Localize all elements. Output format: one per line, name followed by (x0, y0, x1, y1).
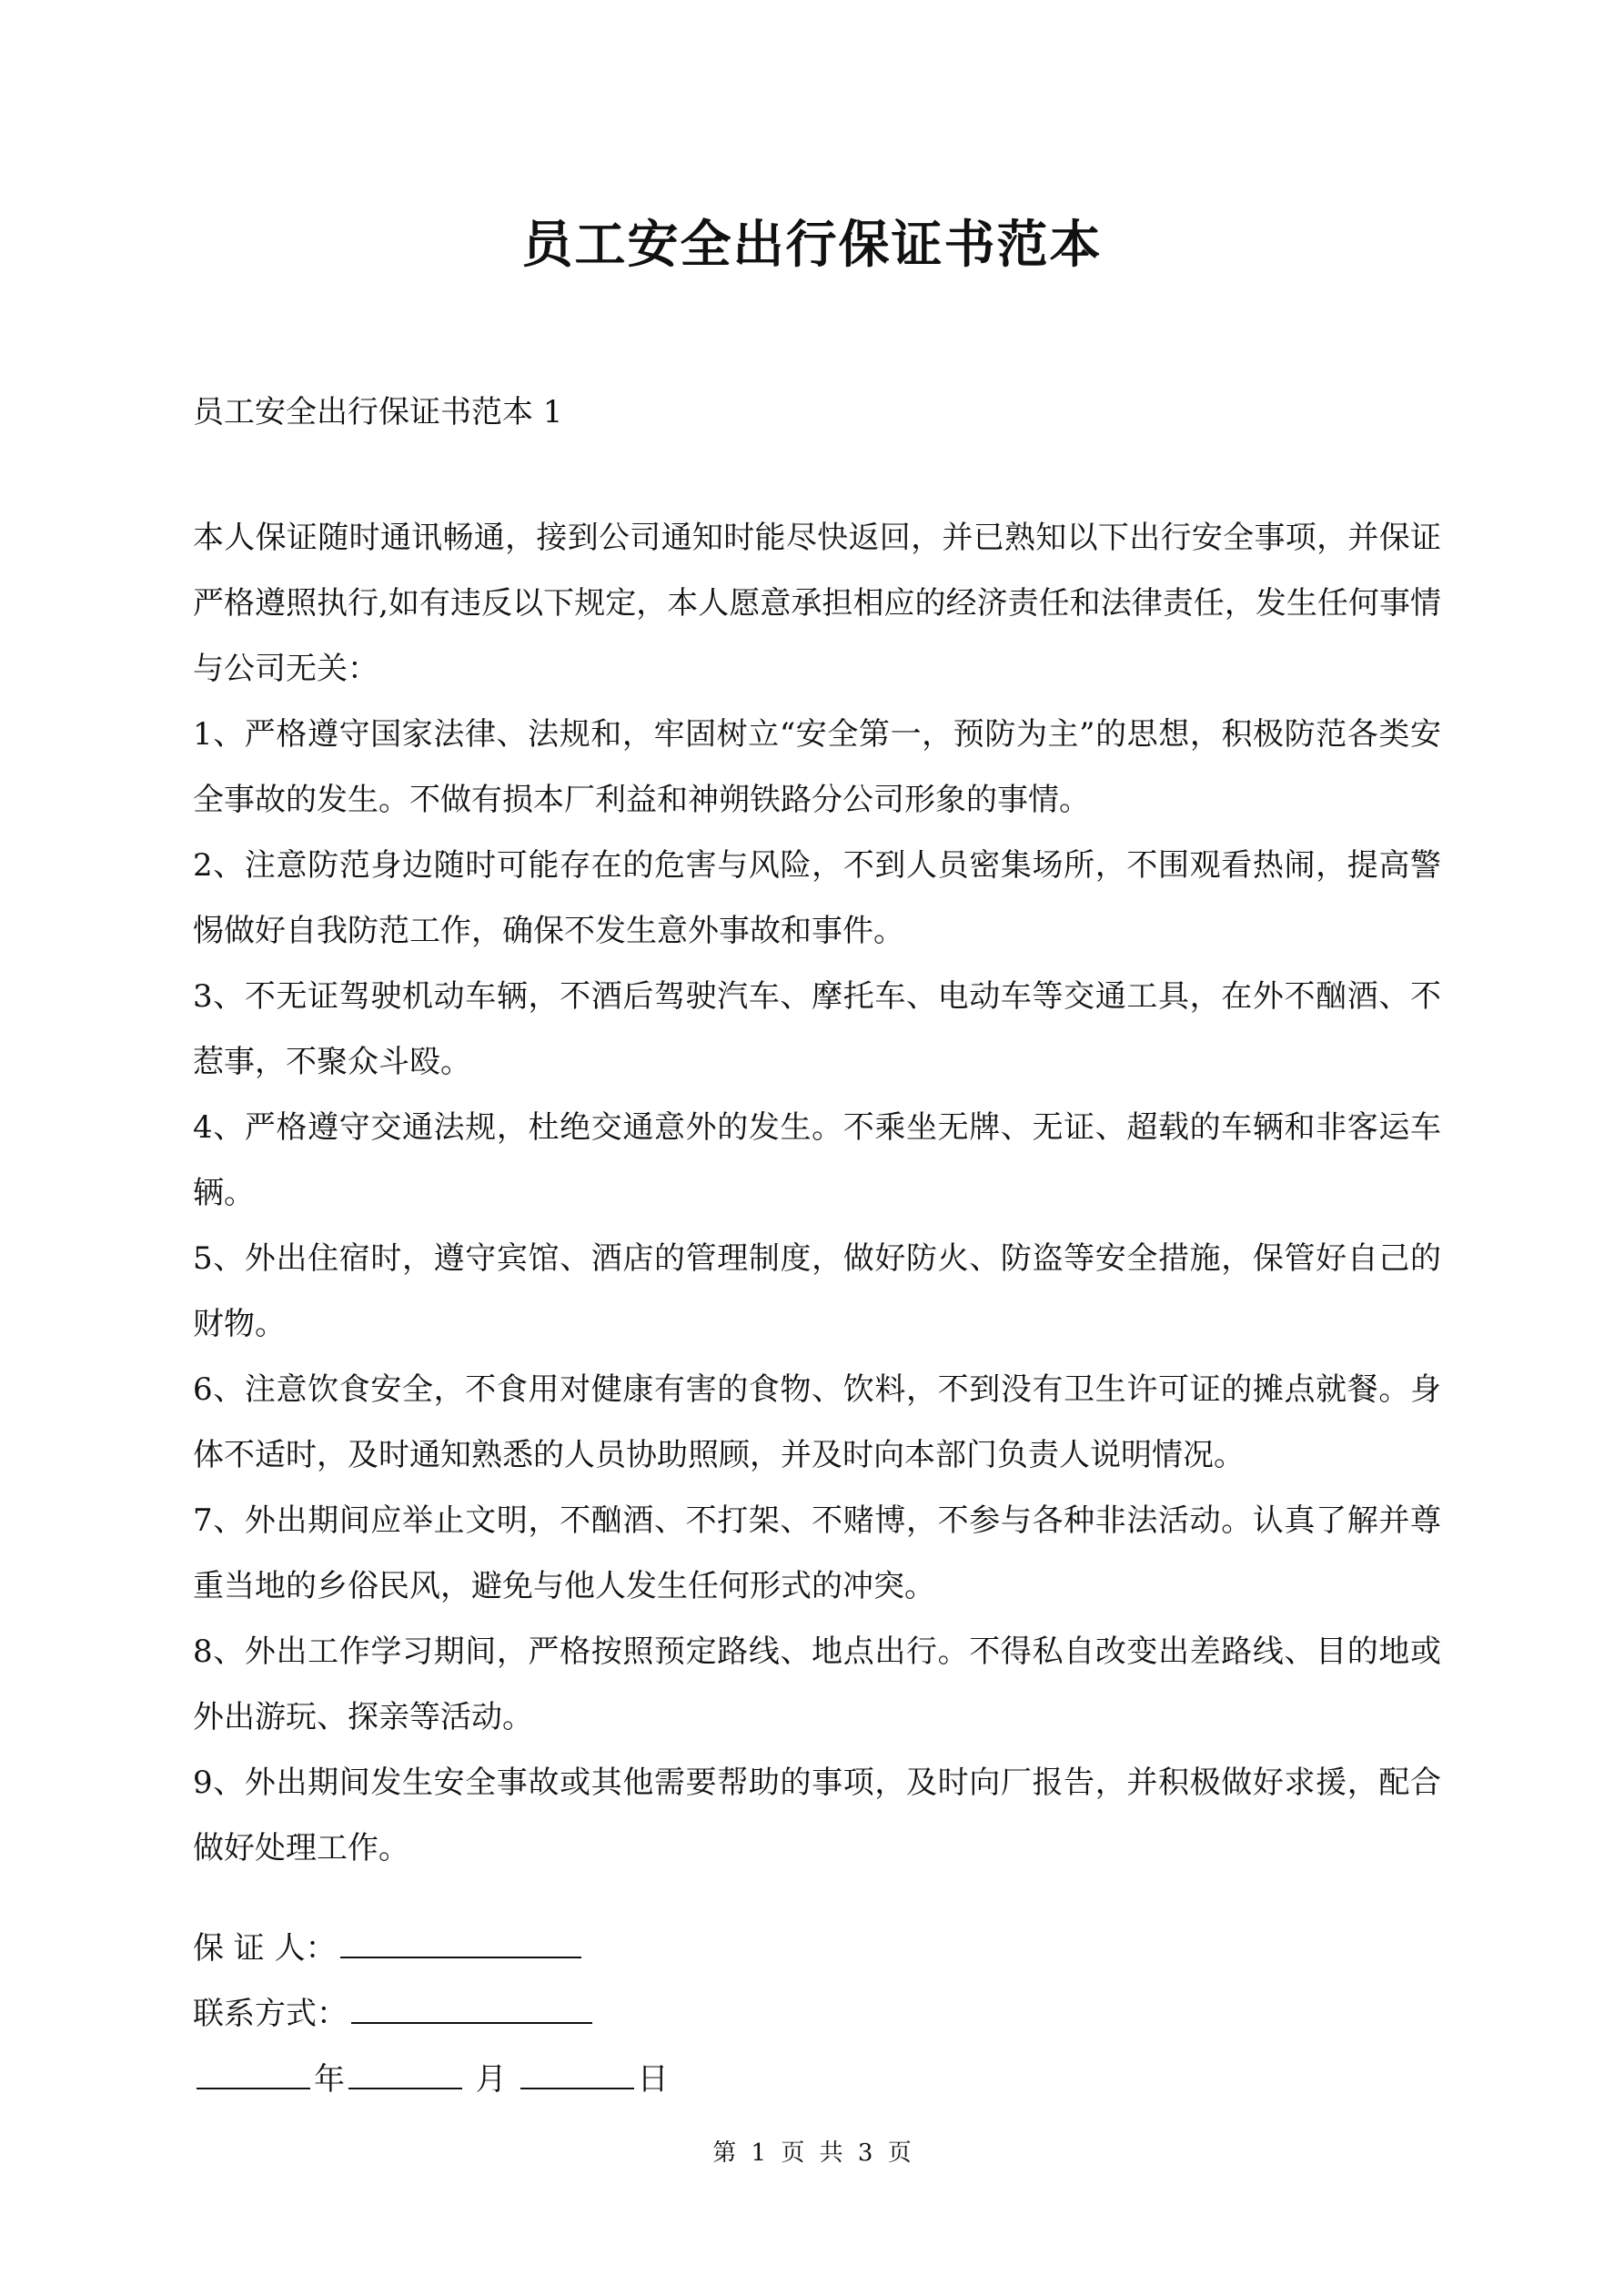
guarantor-label: 保 证 人： (193, 1930, 337, 1967)
clause-2: 2、注意防范身边随时可能存在的危害与风险，不到人员密集场所，不围观看热闹，提高警惕做好自我防范工作，确保不发生意外事故和事件。 (193, 847, 1441, 949)
clause-5: 5、外出住宿时，遵守宾馆、酒店的管理制度，做好防火、防盗等安全措施，保管好自己的财物。 (193, 1240, 1441, 1342)
year-blank (197, 2060, 310, 2089)
guarantor-blank (340, 1929, 581, 1958)
intro-paragraph: 本人保证随时通讯畅通，接到公司通知时能尽快返回，并已熟知以下出行安全事项，并保证严格遵照执行,如有违反以下规定，本人愿意承担相应的经济责任和法律责任，发生任何事情与公司无关： (193, 520, 1441, 687)
month-blank (348, 2060, 462, 2089)
contact-blank (351, 1995, 592, 2024)
date-row (193, 2047, 669, 2112)
contact-row (193, 1981, 669, 2047)
clause-1: 1、严格遵守国家法律、法规和，牢固树立“安全第一，预防为主”的思想，积极防范各类安全事故的发生。不做有损本厂利益和神朔铁路分公司形象的事情。 (193, 716, 1441, 818)
clause-8: 8、外出工作学习期间，严格按照预定路线、地点出行。不得私自改变出差路线、目的地或外出游玩、探亲等活动。 (193, 1633, 1441, 1735)
day-label: 日 (637, 2061, 669, 2098)
document-title: 员工安全出行保证书范本 (521, 215, 1103, 275)
section-subtitle: 员工安全出行保证书范本 1 (193, 394, 563, 430)
month-label: 月 (466, 2061, 517, 2098)
clause-6: 6、注意饮食安全，不食用对健康有害的食物、饮料，不到没有卫生许可证的摊点就餐。身体不适时，及时通知熟悉的人员协助照顾，并及时向本部门负责人说明情况。 (193, 1371, 1441, 1473)
guarantor-row (193, 1916, 669, 1981)
body-text (193, 505, 1441, 1881)
clause-4: 4、严格遵守交通法规，杜绝交通意外的发生。不乘坐无牌、无证、超载的车辆和非客运车辆。 (193, 1109, 1441, 1211)
year-label: 年 (314, 2061, 345, 2098)
clause-3: 3、不无证驾驶机动车辆，不酒后驾驶汽车、摩托车、电动车等交通工具，在外不酗酒、不惹事，不聚众斗殴。 (193, 978, 1441, 1080)
signature-block (193, 1916, 669, 2112)
clause-7: 7、外出期间应举止文明，不酗酒、不打架、不赌博，不参与各种非法活动。认真了解并尊重当地的乡俗民风，避免与他人发生任何形式的冲突。 (193, 1502, 1441, 1604)
contact-label: 联系方式： (193, 1996, 348, 2032)
page-footer: 第 1 页 共 3 页 (712, 2139, 912, 2167)
day-blank (520, 2060, 634, 2089)
clause-9: 9、外出期间发生安全事故或其他需要帮助的事项，及时向厂报告，并积极做好求援，配合做好处理工作。 (193, 1765, 1441, 1866)
